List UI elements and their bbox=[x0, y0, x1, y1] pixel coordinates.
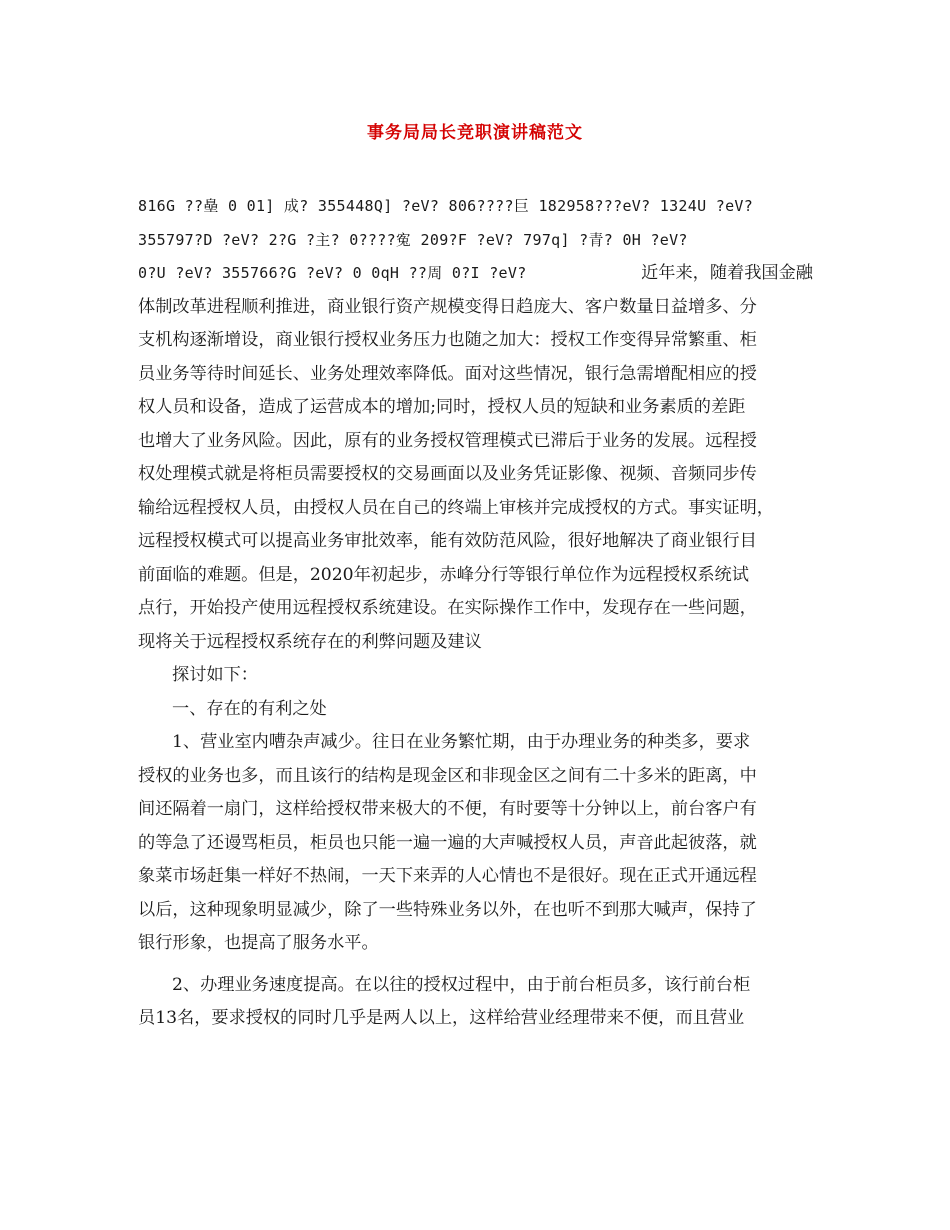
text-line: 远程授权模式可以提高业务审批效率，能有效防范风险，很好地解决了商业银行目 bbox=[138, 531, 757, 551]
point1-line: 银行形象，也提高了服务水平。 bbox=[138, 933, 379, 953]
document-body bbox=[138, 190, 813, 1036]
point1-line: 1、营业室内嘈杂声减少。往日在业务繁忙期，由于办理业务的种类多，要求 bbox=[172, 732, 751, 752]
text-line: 前面临的难题。但是，2020年初起步，赤峰分行等银行单位作为远程授权系统试 bbox=[138, 564, 749, 585]
document-title: 事务局局长竞职演讲稿范文 bbox=[367, 123, 583, 143]
point1-line: 间还隔着一扇门，这样给授权带来极大的不便，有时要等十分钟以上，前台客户有 bbox=[138, 799, 757, 819]
point1-line: 以后，这种现象明显减少，除了一些特殊业务以外，在也听不到那大喊声，保持了 bbox=[138, 899, 757, 920]
section-heading: 一、存在的有利之处 bbox=[172, 698, 327, 719]
text-line: 输给远程授权人员，由授权人员在自己的终端上审核并完成授权的方式。事实证明， bbox=[138, 497, 774, 518]
point1-line: 的等急了还谩骂柜员，柜员也只能一遍一遍的大声喊授权人员，声音此起彼落，就 bbox=[138, 832, 757, 853]
text-line: 也增大了业务风险。因此，原有的业务授权管理模式已滞后于业务的发展。远程授 bbox=[138, 430, 757, 451]
garbled-line: 816G ??皨 0 01] 成? 355448Q] ?eV? 806????巨 182958???eV? 1324U ?eV? bbox=[138, 197, 754, 215]
text-line: 员业务等待时间延长、业务处理效率降低。面对这些情况，银行急需增配相应的授 bbox=[138, 363, 757, 384]
garbled-line: 0?U ?eV? 355766?G ?eV? 0 0qH ??周 0?I ?eV? bbox=[138, 264, 527, 282]
point2-line: 2、办理业务速度提高。在以往的授权过程中，由于前台柜员多，该行前台柜 bbox=[172, 974, 751, 995]
paragraph-discuss: 探讨如下： bbox=[172, 665, 258, 685]
garbled-line: 355797?D ?eV? 2?G ?主? 0????寃 209?F ?eV? 797q] ?青? 0H ?eV? bbox=[138, 230, 688, 249]
text-line: 点行，开始投产使用远程授权系统建设。在实际操作工作中，发现存在一些问题， bbox=[138, 598, 757, 618]
text-line: 现将关于远程授权系统存在的利弊问题及建议 bbox=[138, 631, 482, 652]
point1-line: 授权的业务也多，而且该行的结构是现金区和非现金区之间有二十多米的距离，中 bbox=[138, 765, 757, 786]
mixed-line bbox=[138, 257, 813, 291]
paragraph-gap bbox=[138, 961, 813, 969]
text-line: 权处理模式就是将柜员需要授权的交易画面以及业务凭证影像、视频、音频同步传 bbox=[138, 464, 757, 484]
text-line: 权人员和设备，造成了运营成本的增加;同时，授权人员的短缺和业务素质的差距 bbox=[138, 397, 746, 417]
text-line: 近年来，随着我国金融 bbox=[641, 263, 813, 283]
text-line: 支机构逐渐增设，商业银行授权业务压力也随之加大：授权工作变得异常繁重、柜 bbox=[138, 330, 757, 350]
point2-line: 员13名，要求授权的同时几乎是两人以上，这样给营业经理带来不便，而且营业 bbox=[138, 1008, 745, 1028]
point1-line: 象菜市场赶集一样好不热闹，一天下来弄的人心情也不是很好。现在正式开通远程 bbox=[138, 866, 757, 886]
text-line: 体制改革进程顺利推进，商业银行资产规模变得日趋庞大、客户数量日益增多、分 bbox=[138, 296, 757, 317]
